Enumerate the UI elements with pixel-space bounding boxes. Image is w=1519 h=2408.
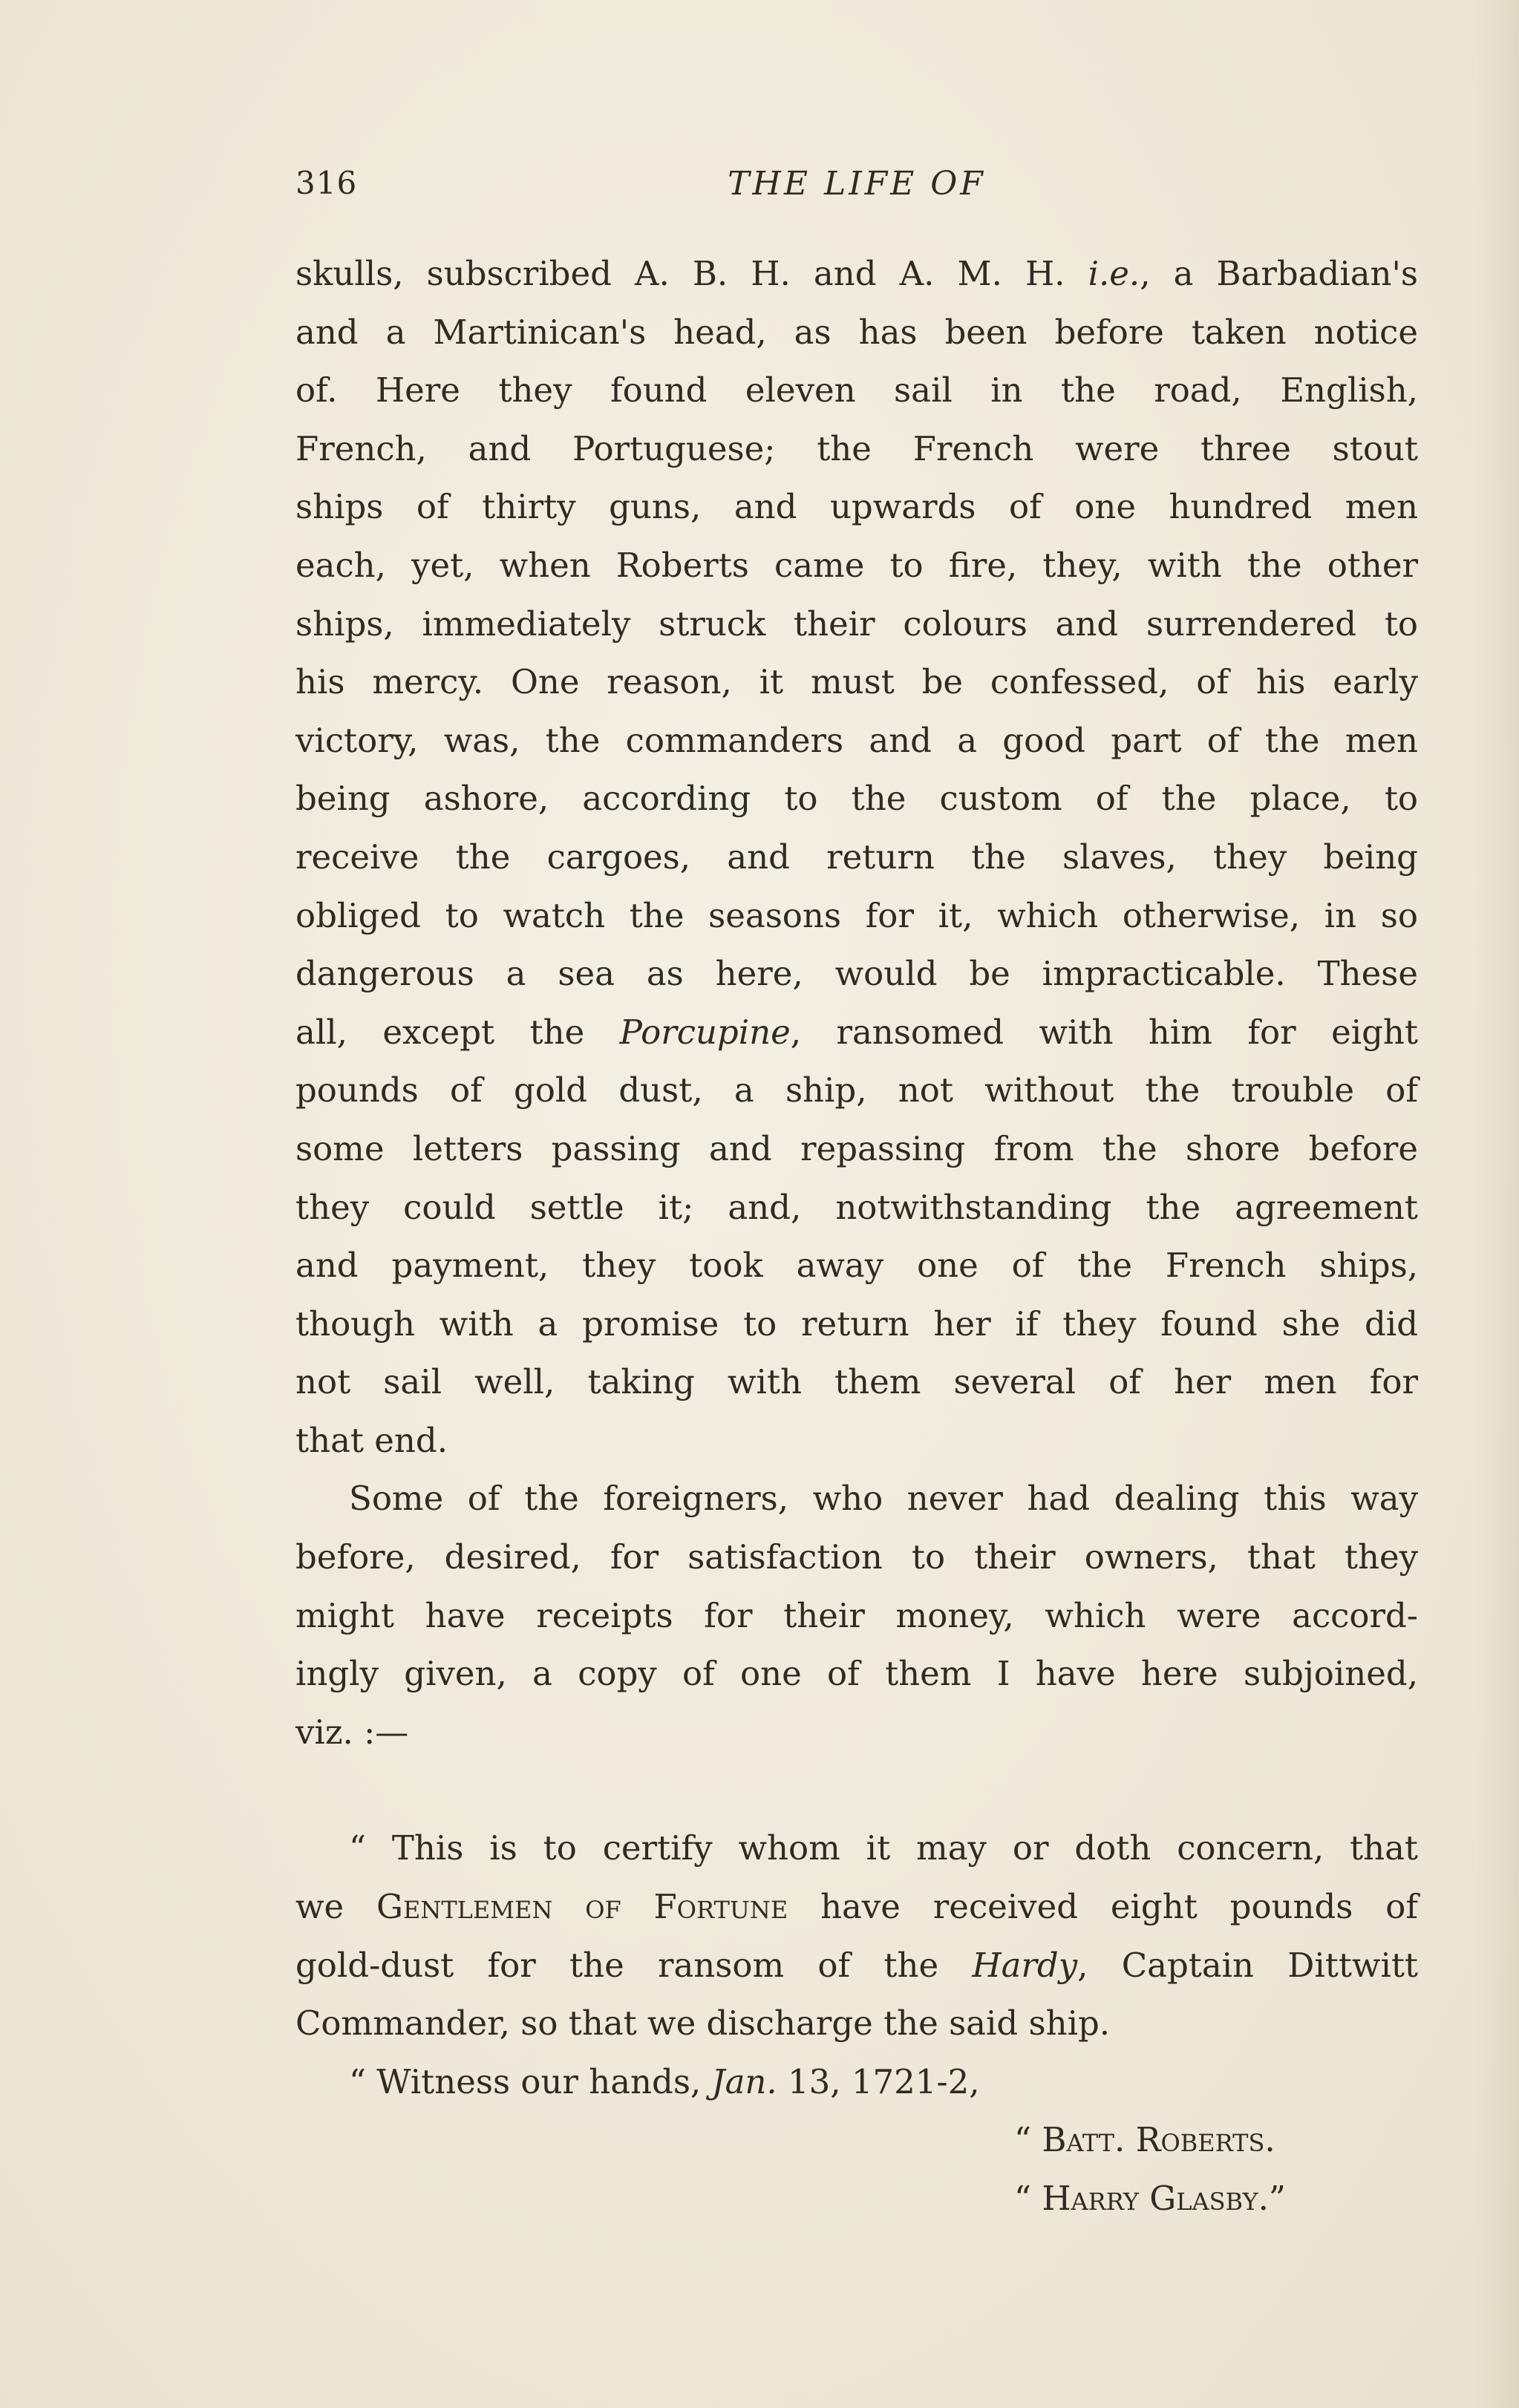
text-line: receive the cargoes, and return the slaves, they being xyxy=(295,837,1418,877)
page-number: 316 xyxy=(295,165,358,201)
text-line: they could settle it; and, notwithstanding the agreement xyxy=(295,1187,1418,1227)
text-line: obliged to watch the seasons for it, which otherwise, in so xyxy=(295,895,1418,935)
text-line: ships, immediately struck their colours and surrendered to xyxy=(295,603,1418,644)
page-header xyxy=(295,165,1418,209)
receipt-line: we Gentlemen of Fortune have received eight pounds of xyxy=(295,1887,1419,1927)
text-line: though with a promise to return her if they found she did xyxy=(295,1303,1418,1344)
body-text xyxy=(295,245,1418,2228)
running-head: THE LIFE OF xyxy=(728,165,986,203)
text-line: not sail well, taking with them several of her men for xyxy=(295,1362,1418,1402)
text-line: that end. xyxy=(295,1420,448,1460)
signature-harry-glasby: “ Harry Glasby.” xyxy=(1014,2179,1286,2218)
signature-batt-roberts: “ Batt. Roberts. xyxy=(1014,2120,1275,2160)
text-line: all, except the Porcupine, ransomed with him for eight xyxy=(295,1012,1418,1052)
text-line: might have receipts for their money, which were accord- xyxy=(295,1595,1418,1635)
page-edge-shadow xyxy=(1474,0,1519,2408)
text-line: being ashore, according to the custom of the place, to xyxy=(295,779,1418,819)
receipt-line: Commander, so that we discharge the said ship. xyxy=(295,2003,1111,2044)
text-line: ingly given, a copy of one of them I have here subjoined, xyxy=(295,1654,1418,1694)
receipt-line: “ This is to certify whom it may or doth concern, that xyxy=(349,1828,1418,1868)
text-line: skulls, subscribed A. B. H. and A. M. H. i.e., a Barbadian's xyxy=(295,254,1418,293)
text-line: victory, was, the commanders and a good part of the men xyxy=(295,720,1418,760)
receipt-witness-line: “ Witness our hands, Jan. 13, 1721-2, xyxy=(349,2061,980,2101)
text-line: viz. :— xyxy=(295,1712,409,1752)
text-line: each, yet, when Roberts came to fire, they, with the other xyxy=(295,545,1418,585)
text-line: some letters passing and repassing from the shore before xyxy=(295,1128,1418,1168)
paragraph-gap xyxy=(295,1761,1418,1819)
text-line: of. Here they found eleven sail in the road, English, xyxy=(295,370,1418,410)
text-line: his mercy. One reason, it must be confessed, of his early xyxy=(295,662,1418,702)
text-line: French, and Portuguese; the French were three stout xyxy=(295,428,1418,468)
receipt-line: gold-dust for the ransom of the Hardy, Captain Dittwitt xyxy=(295,1945,1419,1985)
text-line: dangerous a sea as here, would be impracticable. These xyxy=(295,954,1418,994)
text-line: Some of the foreigners, who never had dealing this way xyxy=(349,1479,1418,1519)
text-line: and payment, they took away one of the French ships, xyxy=(295,1246,1418,1286)
text-line: ships of thirty guns, and upwards of one hundred men xyxy=(295,487,1418,527)
text-line: and a Martinican's head, as has been before taken notice xyxy=(295,312,1418,352)
text-line: before, desired, for satisfaction to their owners, that they xyxy=(295,1537,1418,1577)
text-line: pounds of gold dust, a ship, not without the trouble of xyxy=(295,1070,1418,1110)
